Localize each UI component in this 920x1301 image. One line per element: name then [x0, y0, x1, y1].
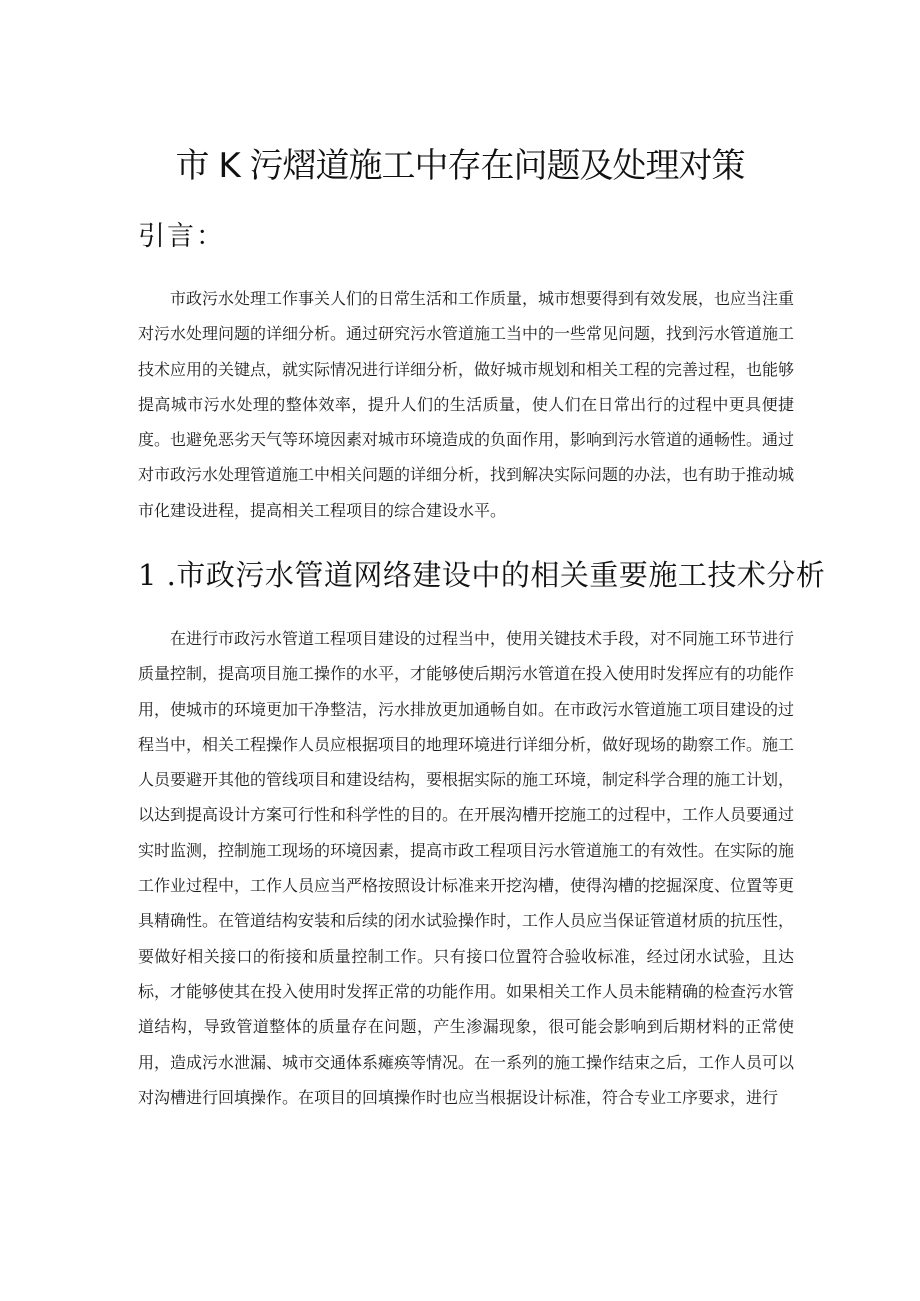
section-1-paragraph: 在进行市政污水管道工程项目建设的过程当中，使用关键技术手段，对不同施工环节进行质量控制，提高项目施工操作的水平，才能够使后期污水管道在投入使用时发挥应有的功能作用，使城市的环境更加干净整洁，污水排放更加通畅自如。在市政污水管道施工项目建设的过程当中，相关工程操作人员应根据项目的地理环境进行详细分析，做好现场的勘察工作。施工人员要避开其他的管线项目和建设结构，要根据实际的施工环境，制定科学合理的施工计划，以达到提高设计方案可行性和科学性的目的。在开展沟槽开挖施工的过程中，工作人员要通过实时监测，控制施工现场的环境因素，提高市政工程项目污水管道施工的有效性。在实际的施工作业过程中，工作人员应当严格按照设计标准来开挖沟槽，使得沟槽的挖掘深度、位置等更具精确性。在管道结构安装和后续的闭水试验操作时，工作人员应当保证管道材质的抗压性，要做好相关接口的衔接和质量控制工作。只有接口位置符合验收标准，经过闭水试验，且达标，才能够使其在投入使用时发挥正常的功能作用。如果相关工作人员未能精确的检查污水管道结构，导致管道整体的质量存在问题，产生渗漏现象，很可能会影响到后期材料的正常使用，造成污水泄漏、城市交通体系瘫痪等情况。在一系列的施工操作结束之后，工作人员可以对沟槽进行回填操作。在项目的回填操作时也应当根据设计标准，符合专业工序要求，进行	[138, 629, 795, 1107]
intro-paragraph: 市政污水处理工作事关人们的日常生活和工作质量，城市想要得到有效发展，也应当注重对污水处理问题的详细分析。通过研究污水管道施工当中的一些常见问题，找到污水管道施工技术应用的关键点，就实际情况进行详细分析，做好城市规划和相关工程的完善过程，也能够提高城市污水处理的整体效率，提升人们的生活质量，使人们在日常出行的过程中更具便捷度。也避免恶劣天气等环境因素对城市环境造成的负面作用，影响到污水管道的通畅性。通过对市政污水处理管道施工中相关问题的详细分析，找到解决实际问题的办法，也有助于推动城市化建设进程，提高相关工程项目的综合建设水平。	[138, 289, 795, 520]
section-1-heading: 1 .市政污水管道网络建设中的相关重要施工技术分析	[138, 558, 826, 592]
intro-heading: 引言：	[138, 221, 225, 252]
document-title: 市 K 污熠道施工中存在问题及处理对策	[175, 146, 745, 186]
